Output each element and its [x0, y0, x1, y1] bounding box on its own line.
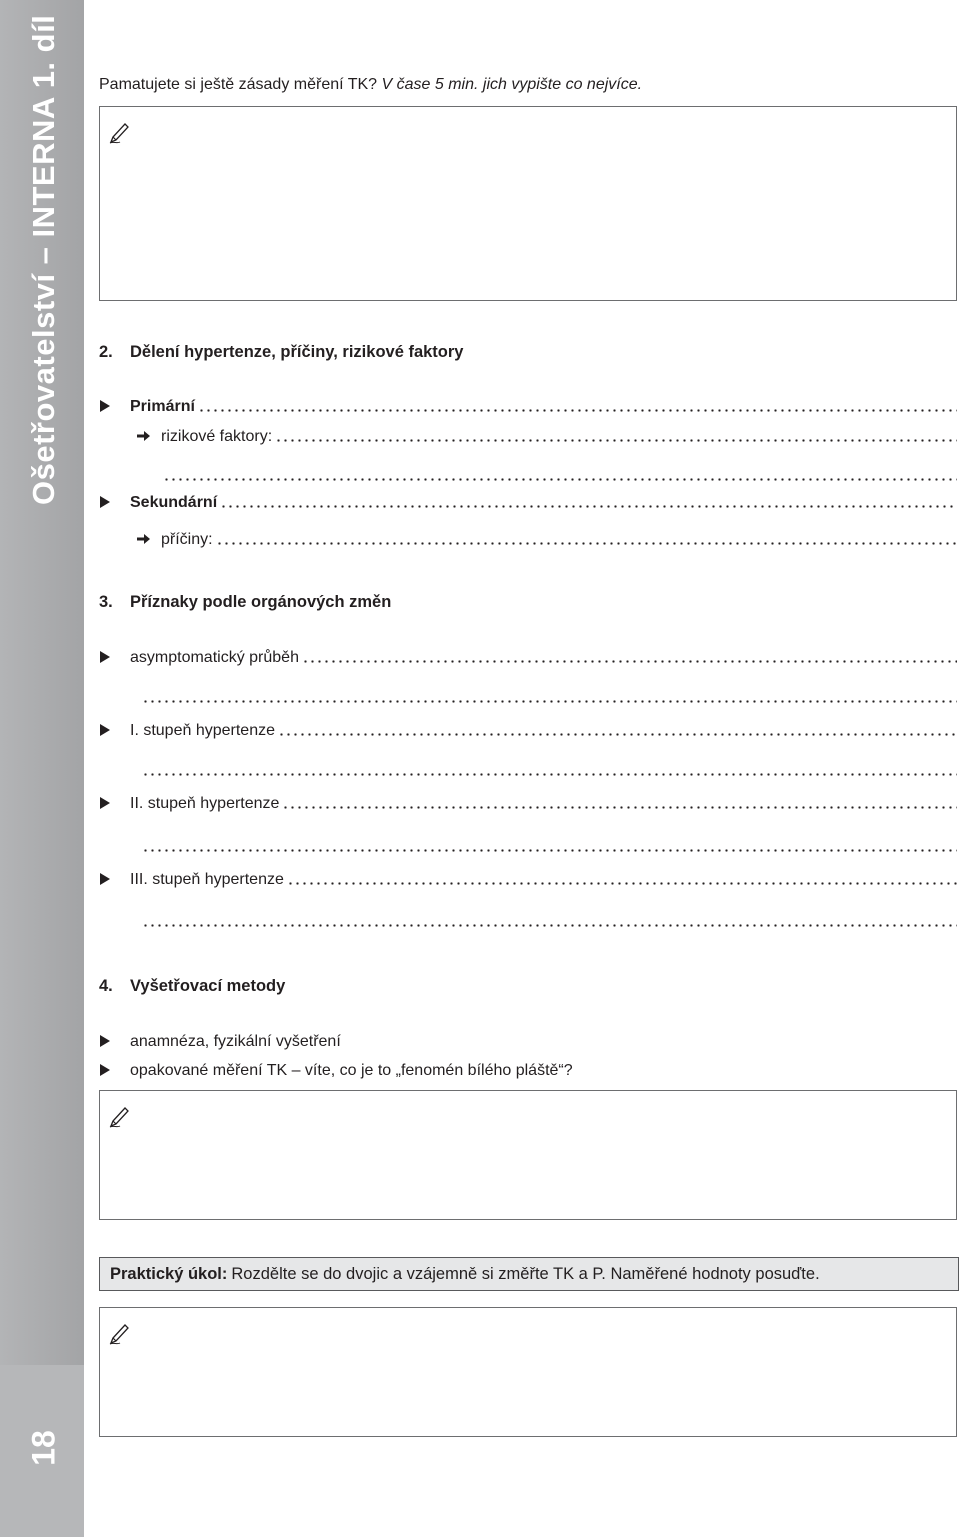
list-item-anamnesis: anamnéza, fyzikální vyšetření	[99, 1029, 957, 1051]
fill-line[interactable]	[216, 542, 957, 545]
list-item-secondary: Sekundární	[99, 490, 957, 512]
intro-question	[99, 76, 642, 94]
section-2-heading: 2. Dělení hypertenze, příčiny, rizikové faktory	[99, 343, 464, 361]
list-item-stage-3: III. stupeň hypertenze	[99, 867, 957, 889]
answer-box-2[interactable]	[99, 1090, 957, 1220]
list-item-causes: příčiny:	[99, 527, 957, 549]
triangle-bullet-icon	[99, 724, 111, 736]
triangle-bullet-icon	[99, 651, 111, 663]
spine-title: Ošetřovatelství – INTERNA 1. díl	[26, 14, 61, 505]
sidebar	[0, 0, 84, 1537]
fill-line[interactable]	[198, 409, 957, 412]
list-item-stage-1: I. stupeň hypertenze	[99, 718, 957, 740]
arrow-bullet-icon	[137, 533, 151, 545]
section-4-heading: 4. Vyšetřovací metody	[99, 977, 286, 995]
answer-box-3[interactable]	[99, 1307, 957, 1437]
list-item-asymptomatic: asymptomatický průběh	[99, 645, 957, 667]
list-item-primary: Primární	[99, 394, 957, 416]
list-item-risk-factors: rizikové faktory:	[99, 424, 957, 446]
arrow-bullet-icon	[137, 430, 151, 442]
page-number: 18	[25, 1430, 62, 1466]
fill-line[interactable]	[302, 660, 957, 663]
fill-line[interactable]	[287, 882, 957, 885]
practical-task-label: Praktický úkol:	[110, 1264, 228, 1283]
fill-line[interactable]	[142, 924, 957, 927]
triangle-bullet-icon	[99, 400, 111, 412]
fill-line[interactable]	[142, 700, 957, 703]
triangle-bullet-icon	[99, 496, 111, 508]
triangle-bullet-icon	[99, 873, 111, 885]
intro-italic: V čase 5 min. jich vypište co nejvíce.	[381, 76, 643, 93]
triangle-bullet-icon	[99, 1064, 111, 1076]
list-item-stage-2: II. stupeň hypertenze	[99, 791, 957, 813]
answer-box-1[interactable]	[99, 106, 957, 301]
triangle-bullet-icon	[99, 797, 111, 809]
intro-text: Pamatujete si ještě zásady měření TK?	[99, 76, 378, 93]
fill-line[interactable]	[282, 806, 957, 809]
practical-task-text: Rozdělte se do dvojic a vzájemně si změřte TK a P. Naměřené hodnoty posuďte.	[231, 1264, 820, 1283]
writing-hand-icon	[108, 121, 132, 145]
fill-line[interactable]	[142, 773, 957, 776]
list-item-white-coat: opakované měření TK – víte, co je to „fenomén bílého pláště“?	[99, 1058, 957, 1080]
fill-line[interactable]	[278, 733, 957, 736]
fill-line[interactable]	[220, 505, 957, 508]
writing-hand-icon	[108, 1322, 132, 1346]
section-3-heading: 3. Příznaky podle orgánových změn	[99, 593, 392, 611]
practical-task-bar	[99, 1257, 959, 1291]
fill-line[interactable]	[142, 849, 957, 852]
fill-line[interactable]	[163, 478, 957, 481]
fill-line[interactable]	[275, 439, 957, 442]
writing-hand-icon	[108, 1105, 132, 1129]
triangle-bullet-icon	[99, 1035, 111, 1047]
